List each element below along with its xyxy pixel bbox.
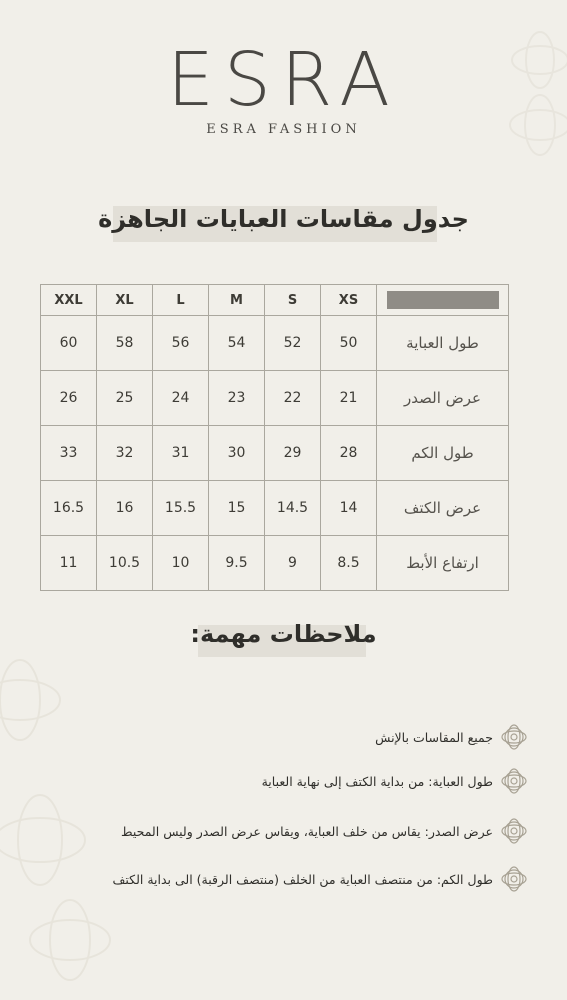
table-cell: 25 <box>97 371 153 426</box>
note-item <box>262 766 529 796</box>
table-cell: 33 <box>41 426 97 481</box>
size-header: XXL <box>41 285 97 316</box>
brand-header <box>0 37 567 137</box>
table-cell: 11 <box>41 536 97 591</box>
table-cell: 29 <box>265 426 321 481</box>
table-row <box>41 316 509 371</box>
table-cell: 26 <box>41 371 97 426</box>
succulent-flower-icon <box>499 722 529 752</box>
table-row <box>41 481 509 536</box>
row-label: عرض الكتف <box>377 481 509 536</box>
brand-logo: ESRA <box>167 37 400 123</box>
note-text: طول الكم: من منتصف العباية من الخلف (منتصف الرقبة) الى بداية الكتف <box>112 871 493 887</box>
note-text: طول العباية: من بداية الكتف إلى نهاية العباية <box>261 773 493 789</box>
size-chart-table <box>40 284 509 591</box>
succulent-flower-icon <box>499 816 529 846</box>
table-cell: 10 <box>153 536 209 591</box>
note-item <box>375 722 529 752</box>
table-cell: 14 <box>321 481 377 536</box>
table-row <box>41 371 509 426</box>
table-cell: 52 <box>265 316 321 371</box>
size-header: XS <box>321 285 377 316</box>
note-item <box>121 816 529 846</box>
table-cell: 15.5 <box>153 481 209 536</box>
row-label: طول العباية <box>377 316 509 371</box>
size-header: M <box>209 285 265 316</box>
note-item <box>112 864 529 894</box>
table-header-row <box>41 285 509 316</box>
table-cell: 60 <box>41 316 97 371</box>
row-label: ارتفاع الأبط <box>377 536 509 591</box>
table-cell: 10.5 <box>97 536 153 591</box>
table-cell: 15 <box>209 481 265 536</box>
notes-title: ملاحظات مهمة: <box>190 620 377 648</box>
note-text: عرض الصدر: يقاس من خلف العباية، ويقاس عرض الصدر وليس المحيط <box>121 823 493 839</box>
table-cell: 14.5 <box>265 481 321 536</box>
header-corner <box>377 285 509 316</box>
succulent-flower-icon <box>499 766 529 796</box>
table-row <box>41 536 509 591</box>
table-cell: 24 <box>153 371 209 426</box>
table-cell: 22 <box>265 371 321 426</box>
table-cell: 50 <box>321 316 377 371</box>
background-flower-icon <box>0 640 140 1000</box>
table-cell: 21 <box>321 371 377 426</box>
size-header: XL <box>97 285 153 316</box>
table-cell: 16.5 <box>41 481 97 536</box>
header-bar <box>387 291 499 309</box>
table-row <box>41 426 509 481</box>
brand-subtitle: ESRA FASHION <box>206 122 361 137</box>
row-label: طول الكم <box>377 426 509 481</box>
size-table-title: جدول مقاسات العبايات الجاهزة <box>98 205 469 233</box>
table-cell: 9.5 <box>209 536 265 591</box>
note-text: جميع المقاسات بالإنش <box>375 729 493 745</box>
table-cell: 32 <box>97 426 153 481</box>
table-cell: 31 <box>153 426 209 481</box>
table-cell: 56 <box>153 316 209 371</box>
size-header: L <box>153 285 209 316</box>
size-header: S <box>265 285 321 316</box>
table-cell: 16 <box>97 481 153 536</box>
table-cell: 54 <box>209 316 265 371</box>
succulent-flower-icon <box>499 864 529 894</box>
table-cell: 28 <box>321 426 377 481</box>
table-cell: 9 <box>265 536 321 591</box>
table-cell: 23 <box>209 371 265 426</box>
table-cell: 8.5 <box>321 536 377 591</box>
table-cell: 58 <box>97 316 153 371</box>
table-cell: 30 <box>209 426 265 481</box>
row-label: عرض الصدر <box>377 371 509 426</box>
